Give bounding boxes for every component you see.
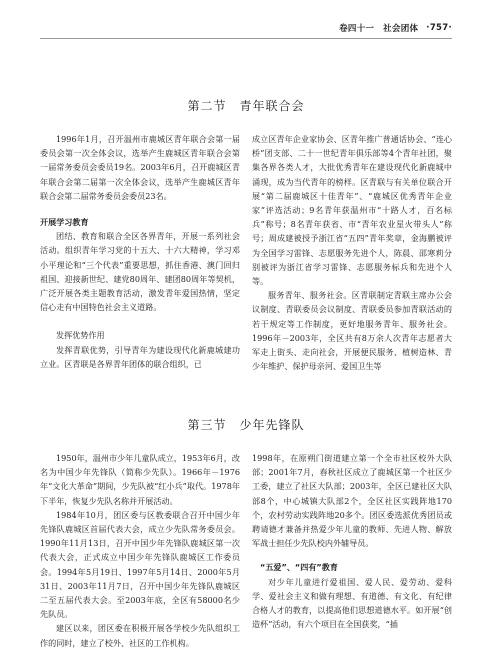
paragraph-intro: 1996年1月，召开温州市鹿城区青年联合会第一届委员会第一次全体会议，选举产生鹿城区青年联合会第一届常务委员会委员19名。2003年6月，召开鹿城区青年联合会第二届第一次全体会议，选举产生鹿城区青年联合会第二届常务委员会委员23名。	[40, 134, 240, 201]
section2-right-column	[252, 451, 452, 631]
paragraph-advantage: 发挥青联优势，引导青年为建设现代化新鹿城建功立业。区青联是各界青年团体的联合组织，已	[40, 344, 240, 369]
paragraph-community: 1998年，在原朔门街道建立第一个全市社区校外大队部；2001年7月，春秋社区成立了鹿城区第一个社区少工委，建立了社区大队部；2003年，全区已建社区大队部8个，中心城镇大队部2个，全区社区实践阵地170个，农村劳动实践阵地20多个。团区委选派优秀团员或聘请德才兼备并热爱少年儿童的教师、先进人物、解放军战士担任少先队校内外辅导员。	[252, 453, 452, 549]
section1-left-column	[40, 132, 240, 371]
paragraph-study: 团结、教育和联合全区各界青年，开展一系列社会活动。组织青年学习党的十五大、十六大精神，学习邓小平理论和“三个代表”重要思想，抓住香港、澳门回归祖国、迎接新世纪、建党80周年、建团80周年等契机，广泛开展各类主题教育活动，激发青年爱国热情，坚定信心走有中国特色社会主义道路。	[40, 231, 240, 313]
paragraph-history: 1950年，温州市少年儿童队成立，1953年6月，改名为中国少年先锋队（简称少先队）。1966年－1976年“文化大革命”期间，少先队被“红小兵”取代。1978年下半年，恢复少先队名称并开展活动。	[40, 453, 240, 506]
paragraph-education: 对少年儿童进行爱祖国、爱人民、爱劳动、爱科学、爱社会主义和做有理想、有道德、有文化、有纪律合格人才的教育，以提高他们思想道德水平。如开展“创造杯”活动，有六个项目在全国获奖，“插	[252, 576, 452, 630]
subheading-advantage: 发挥优势作用	[56, 330, 105, 341]
paragraph-congress: 1984年10月，团区委与区教委联合召开中国少年先锋队鹿城区首届代表大会，成立少先队常务委员会。1990年11月13日，召开中国少年先锋队鹿城区第一次代表大会，正式成立中国少年先锋队鹿城区工作委员会。1994年5月19日、1997年5月14日、2000年5月31日、2003年11月7日，召开中国少年先锋队鹿城区二至五届代表大会。至2003年底，全区有58000名少先队员。	[40, 509, 240, 620]
section-title-youth-federation: 第二节 青年联合会	[187, 99, 305, 113]
subheading-study: 开展学习教育	[40, 217, 89, 228]
page-number: ·757·	[426, 23, 452, 33]
section2-left-column	[40, 451, 240, 650]
subheading-education: “五爱”、“四有”教育	[260, 562, 338, 573]
section1-right-column	[252, 132, 452, 373]
paragraph-service: 服务青年、服务社会。区青联制定青联主席办公会议制度、青联委员会议制度、青联委员参加青联活动的若干规定等工作制度，更好地服务青年、服务社会。1996年－2003年，全区共有8万余人次青年志愿者大军走上街头、走向社会，开展便民服务、植树造林、青少年维护、保护母亲河、爱国卫生等	[252, 290, 452, 372]
header-rule	[40, 38, 452, 39]
chapter-header: 卷四十一 社会团体	[339, 24, 419, 34]
paragraph-organizations: 成立区青年企业家协会、区青年推广普通话协会、“连心桥”团支部、二十一世纪青年俱乐部等4个青年社团，聚集各界各类人才，大批优秀青年在建设现代化新鹿城中涌现，成为当代青年的榜样。区青联与有关单位联合开展“第二届鹿城区十佳青年”、“鹿城区优秀青年企业家”评选活动；9名青年获温州市“十路人才，百名标兵”称号；8名青年获省、市“青年农业星火带头人”称号；周成建被授予浙江省“五四”青年奖章，金海鹏被评为全国学习雷锋、志愿服务先进个人，陈晨、邵寒莉分别被评为浙江省学习雷锋、志愿服务标兵和先进个人等。	[252, 134, 452, 287]
spacer	[40, 203, 240, 209]
paragraph-organization: 建区以来，团区委在积极开展各学校少先队组织工作的同时，建立了校外、社区的工作机构。	[40, 623, 240, 648]
section-title-young-pioneers: 第三节 少年先锋队	[187, 418, 305, 432]
